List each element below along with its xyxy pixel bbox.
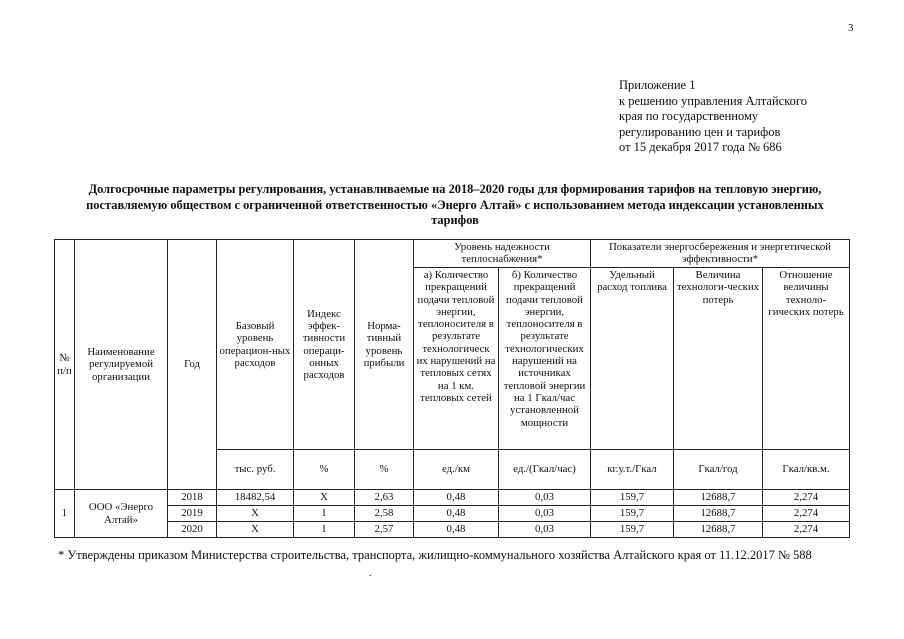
rel-a-cell: 0,48 <box>414 506 499 522</box>
page-number: 3 <box>848 22 854 34</box>
appendix-line: Приложение 1 <box>619 78 696 92</box>
ratio-cell: 2,274 <box>763 522 850 538</box>
index-cell: 1 <box>294 522 355 538</box>
header-base: Базовый уровень операцион-ных расходов <box>217 240 294 450</box>
unit-cell: ед./км <box>414 450 499 490</box>
rel-b-cell: 0,03 <box>499 506 591 522</box>
base-cell: Х <box>217 506 294 522</box>
index-cell: Х <box>294 490 355 506</box>
header-rel-b: б) Количество прекращений подачи тепловой энергии, теплоносителя в результате технологических нарушений на источниках тепловой энергии на 1 Гкал/час установленной мощности <box>499 268 591 450</box>
unit-cell: Гкал/год <box>674 450 763 490</box>
table-row <box>55 506 850 522</box>
title-line: Долгосрочные параметры регулирования, устанавливаемые на 2018–2020 годы для формирования тарифов на тепловую энергию, <box>88 182 822 196</box>
year-cell: 2019 <box>168 506 217 522</box>
footnote: * Утверждены приказом Министерства строительства, транспорта, жилищно-коммунального хозяйства Алтайского края от 11.12.2017 № 588 <box>58 548 812 562</box>
fuel-cell: 159,7 <box>591 506 674 522</box>
rel-a-cell: 0,48 <box>414 522 499 538</box>
fuel-cell: 159,7 <box>591 490 674 506</box>
document-title <box>60 182 850 229</box>
unit-cell: ед./(Гкал/час) <box>499 450 591 490</box>
profit-cell: 2,63 <box>355 490 414 506</box>
appendix-block <box>619 78 807 156</box>
appendix-line: регулированию цен и тарифов <box>619 124 781 139</box>
year-cell: 2018 <box>168 490 217 506</box>
appendix-line: от 15 декабря 2017 года № 686 <box>619 140 782 154</box>
fuel-cell: 159,7 <box>591 522 674 538</box>
unit-cell: % <box>355 450 414 490</box>
table-row <box>55 522 850 538</box>
org-name-cell: ООО «Энерго Алтай» <box>75 490 168 538</box>
header-ratio: Отношение величины техноло-гических потерь <box>763 268 850 450</box>
header-row-groups <box>55 240 850 268</box>
header-rel-a: а) Количество прекращений подачи тепловой энергии, теплоносителя в результате технологическ их нарушений на тепловых сетях на 1 км. тепловых сетей <box>414 268 499 450</box>
year-cell: 2020 <box>168 522 217 538</box>
profit-cell: 2,58 <box>355 506 414 522</box>
rel-b-cell: 0,03 <box>499 522 591 538</box>
header-fuel: Удельный расход топлива <box>591 268 674 450</box>
header-loss: Величина технологи-ческих потерь <box>674 268 763 450</box>
rel-a-cell: 0,48 <box>414 490 499 506</box>
org-num-cell: 1 <box>55 490 75 538</box>
ratio-cell: 2,274 <box>763 506 850 522</box>
ratio-cell: 2,274 <box>763 490 850 506</box>
profit-cell: 2,57 <box>355 522 414 538</box>
parameters-table <box>54 239 850 538</box>
base-cell: Х <box>217 522 294 538</box>
header-org: Наименование регулируемой организации <box>75 240 168 490</box>
unit-cell: % <box>294 450 355 490</box>
loss-cell: 12688,7 <box>674 522 763 538</box>
stray-mark: . <box>369 568 372 579</box>
header-year: Год <box>168 240 217 490</box>
unit-cell: кг.у.т./Гкал <box>591 450 674 490</box>
appendix-line: края по государственному <box>619 109 759 123</box>
header-energy-group: Показатели энергосбережения и энергетической эффективности* <box>591 240 850 268</box>
header-profit: Норма-тивный уровень прибыли <box>355 240 414 450</box>
appendix-line: к решению управления Алтайского <box>619 93 807 108</box>
unit-cell: Гкал/кв.м. <box>763 450 850 490</box>
table-row <box>55 490 850 506</box>
loss-cell: 12688,7 <box>674 506 763 522</box>
title-line: поставляемую обществом с ограниченной ответственностью «Энерго Алтай» с использованием метода индексации установленных <box>86 197 824 212</box>
title-line: тарифов <box>431 213 479 227</box>
loss-cell: 12688,7 <box>674 490 763 506</box>
unit-cell: тыс. руб. <box>217 450 294 490</box>
header-reliability-group: Уровень надежности теплоснабжения* <box>414 240 591 268</box>
header-num: № п/п <box>55 240 75 490</box>
header-index: Индекс эффек-тивности операци-онных расходов <box>294 240 355 450</box>
rel-b-cell: 0,03 <box>499 490 591 506</box>
base-cell: 18482,54 <box>217 490 294 506</box>
index-cell: 1 <box>294 506 355 522</box>
